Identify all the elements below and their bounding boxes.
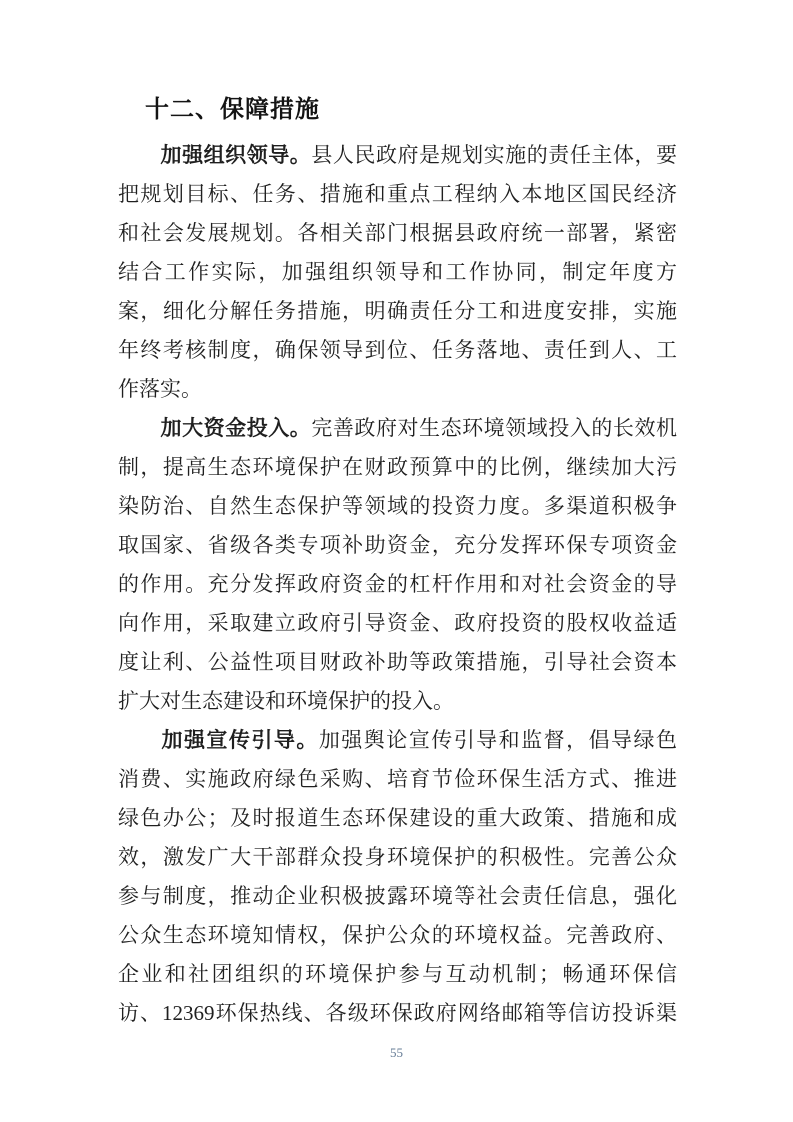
paragraph-lead: 加强组织领导。 [160, 143, 312, 167]
text-line: 参与制度，推动企业积极披露环境等社会责任信息，强化 [118, 884, 677, 908]
paragraph-first-line-text: 加强舆论宣传引导和监督，倡导绿色 [318, 728, 677, 752]
text-line: 和社会发展规划。各相关部门根据县政府统一部署，紧密 [118, 221, 677, 245]
text-line [118, 136, 677, 175]
text-line: 取国家、省级各类专项补助资金，充分发挥环保专项资金 [118, 533, 677, 557]
text-line: 把规划目标、任务、措施和重点工程纳入本地区国民经济 [118, 182, 677, 206]
text-line: 年终考核制度，确保领导到位、任务落地、责任到人、工 [118, 338, 677, 362]
paragraph-first-line-text: 县人民政府是规划实施的责任主体，要 [311, 143, 677, 167]
text-line: 的作用。充分发挥政府资金的杠杆作用和对社会资金的导 [118, 572, 677, 596]
text-line: 效，激发广大干部群众投身环境保护的积极性。完善公众 [118, 845, 677, 869]
text-line: 企业和社团组织的环境保护参与互动机制；畅通环保信 [118, 962, 677, 986]
text-line: 染防治、自然生态保护等领域的投资力度。多渠道积极争 [118, 494, 677, 518]
text-line: 扩大对生态建设和环境保护的投入。 [118, 689, 454, 713]
text-line: 案，细化分解任务措施，明确责任分工和进度安排，实施 [118, 299, 677, 323]
text-line: 结合工作实际，加强组织领导和工作协同，制定年度方 [118, 260, 677, 284]
text-line [118, 721, 677, 760]
paragraph-lead: 加大资金投入。 [160, 416, 312, 440]
text-line [118, 409, 677, 448]
text-line: 绿色办公；及时报道生态环保建设的重大政策、措施和成 [118, 806, 677, 830]
paragraph-lead: 加强宣传引导。 [160, 728, 319, 752]
page-footer [0, 1044, 793, 1062]
text-line: 制，提高生态环境保护在财政预算中的比例，继续加大污 [118, 455, 677, 479]
paragraph-first-line-text: 完善政府对生态环境领域投入的长效机 [311, 416, 677, 440]
text-line: 度让利、公益性项目财政补助等政策措施，引导社会资本 [118, 650, 677, 674]
text-line: 作落实。 [118, 377, 202, 401]
document-body [118, 136, 677, 1033]
text-line: 访、12369环保热线、各级环保政府网络邮箱等信访投诉渠 [118, 1001, 677, 1025]
page-number: 55 [390, 1045, 403, 1060]
text-line: 向作用，采取建立政府引导资金、政府投资的股权收益适 [118, 611, 677, 635]
text-line: 消费、实施政府绿色采购、培育节俭环保生活方式、推进 [118, 767, 677, 791]
text-line: 公众生态环境知情权，保护公众的环境权益。完善政府、 [118, 923, 677, 947]
section-heading: 十二、保障措施 [145, 96, 320, 123]
